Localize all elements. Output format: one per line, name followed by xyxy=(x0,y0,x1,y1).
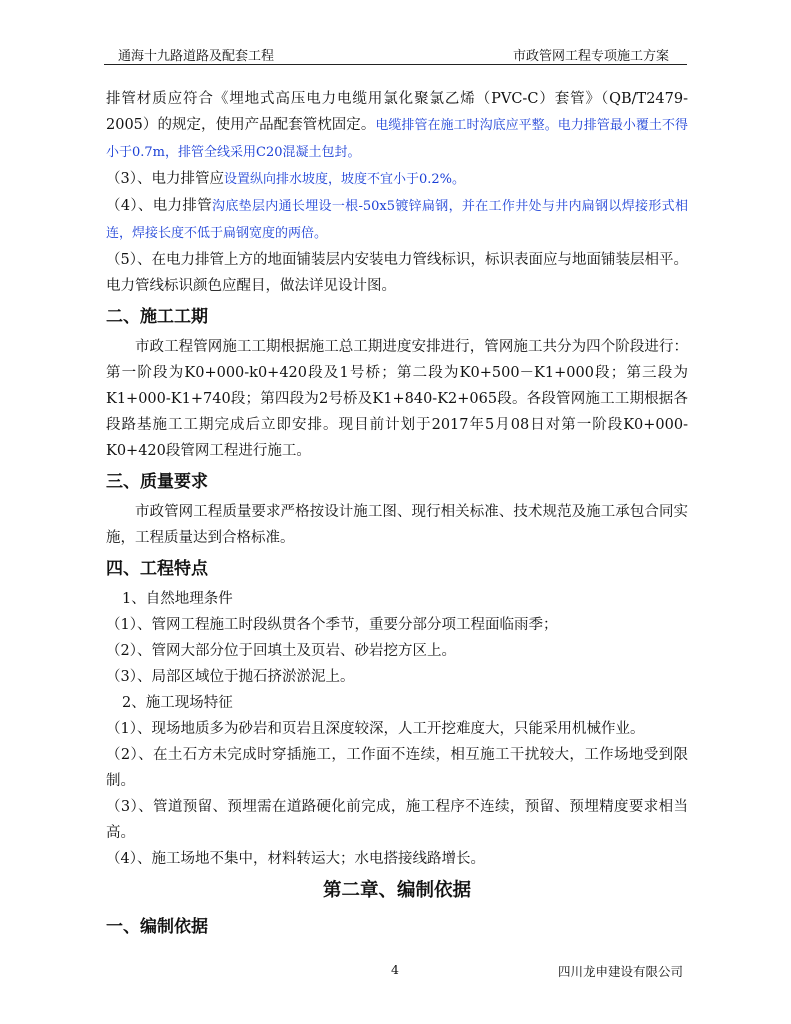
paragraph-item-4 xyxy=(106,193,688,247)
heading-quality-requirements: 三、质量要求 xyxy=(106,472,208,492)
item-4-text: （4）、电力排管 xyxy=(106,198,213,214)
company-name: 四川龙申建设有限公司 xyxy=(557,964,683,979)
subheading-natural-conditions: 1、自然地理条件 xyxy=(122,591,233,607)
page-header xyxy=(104,42,687,65)
list-item-site-1: （1）、现场地质多为砂岩和页岩且深度较深，人工开挖难度大，只能采用机械作业。 xyxy=(106,721,645,737)
heading-compilation-basis: 一、编制依据 xyxy=(106,917,208,937)
list-item-site-4: （4）、施工场地不集中，材料转运大；水电搭接线路增长。 xyxy=(106,851,485,867)
list-item-natural-3: （3）、局部区域位于抛石挤淤淤泥上。 xyxy=(106,669,355,685)
heading-project-features: 四、工程特点 xyxy=(106,559,208,579)
page-number: 4 xyxy=(391,962,399,977)
pipe-material-text: 排管材质应符合《埋地式高压电力电缆用氯化聚氯乙烯（PVC-C）套管》（QB/T2479-2005）的规定，使用产品配套管枕固定。 xyxy=(106,91,688,133)
list-item-natural-2: （2）、管网大部分位于回填土及页岩、砂岩挖方区上。 xyxy=(106,643,456,659)
list-item-site-3: （3）、管道预留、预埋需在道路硬化前完成，施工程序不连续，预留、预埋精度要求相当高。 xyxy=(106,799,688,841)
paragraph-item-3 xyxy=(106,166,688,193)
paragraph-pipe-material xyxy=(106,86,688,166)
item-4-note: 沟底垫层内通长埋设一根-50x5镀锌扁钢，并在工作井处与井内扁钢以焊接形式相连，焊接长度不低于扁钢宽度的两倍。 xyxy=(106,199,688,241)
pipe-material-note: 电缆排管在施工时沟底应平整。电力排管最小覆土不得小于0.7m，排管全线采用C20混凝土包封。 xyxy=(106,118,688,160)
list-item-natural-1: （1）、管网工程施工时段纵贯各个季节，重要分部分项工程面临雨季； xyxy=(106,617,558,633)
item-3-note: 设置纵向排水坡度，坡度不宜小于0.2%。 xyxy=(223,172,466,187)
item-3-text: （3）、电力排管应 xyxy=(106,171,224,187)
header-document-title: 市政管网工程专项施工方案 xyxy=(512,49,669,64)
list-item-site-2: （2）、在土石方未完成时穿插施工，工作面不连续，相互施工干扰较大，工作场地受到限制。 xyxy=(106,747,688,789)
paragraph-item-5: （5）、在电力排管上方的地面铺装层内安装电力管线标识，标识表面应与地面铺装层相平。电力管线标识颜色应醒目，做法详见设计图。 xyxy=(106,252,688,294)
paragraph-quality-requirements: 市政管网工程质量要求严格按设计施工图、现行相关标准、技术规范及施工承包合同实施，工程质量达到合格标准。 xyxy=(106,504,688,546)
subheading-site-features: 2、施工现场特征 xyxy=(122,695,233,711)
document-body xyxy=(106,86,688,944)
paragraph-construction-period: 市政工程管网施工工期根据施工总工期进度安排进行，管网施工共分为四个阶段进行：第一阶段为K0+000-k0+420段及1号桥；第二段为K0+500－K1+000段；第三段为K1+000-K1+740段；第四段为2号桥及K1+840-K2+065段。各段管网施工工期根据各段路基施工工期完成后立即安排。现目前计划于2017年5月08日对第一阶段K0+000-K0+420段管网工程进行施工。 xyxy=(106,339,688,459)
heading-construction-period: 二、施工工期 xyxy=(106,307,208,327)
chapter-title: 第二章、编制依据 xyxy=(322,880,471,901)
header-project-name: 通海十九路道路及配套工程 xyxy=(118,49,275,64)
